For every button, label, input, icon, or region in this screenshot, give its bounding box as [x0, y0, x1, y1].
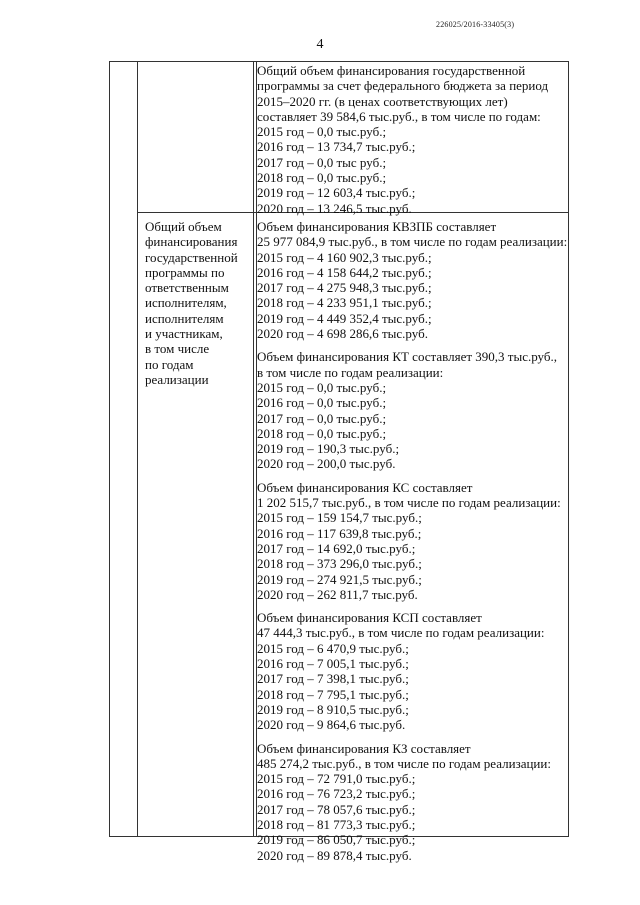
funding-block	[257, 349, 567, 471]
row-label-line: ответственным	[145, 280, 229, 296]
funding-line: 2018 год – 4 233 951,1 тыс.руб.;	[257, 295, 432, 311]
federal-funding-line: 2015–2020 гг. (в ценах соответствующих лет)	[257, 93, 508, 109]
federal-funding-line: Общий объем финансирования государственной	[257, 63, 526, 78]
funding-line: 2020 год – 262 811,7 тыс.руб.	[257, 586, 418, 602]
row-label-line: программы по	[145, 264, 225, 280]
row-label-line: исполнителям,	[145, 295, 227, 311]
row-label-line: исполнителям	[145, 310, 224, 326]
funding-line: 2017 год – 7 398,1 тыс.руб.;	[257, 671, 409, 687]
federal-funding-line: составляет 39 584,6 тыс.руб., в том числе по годам:	[257, 108, 541, 124]
funding-line: 2016 год – 4 158 644,2 тыс.руб.;	[257, 264, 432, 280]
funding-line: 2015 год – 4 160 902,3 тыс.руб.;	[257, 249, 432, 265]
funding-line: 2017 год – 14 692,0 тыс.руб.;	[257, 540, 416, 556]
row-label-cell	[145, 219, 257, 387]
document-id: 226025/2016-33405(3)	[436, 20, 515, 29]
funding-block	[257, 741, 567, 863]
row-label-line: реализации	[145, 371, 209, 387]
funding-line: 2019 год – 86 050,7 тыс.руб.;	[257, 832, 416, 848]
federal-funding-line: 2020 год – 13 246,5 тыс.руб.	[257, 200, 412, 216]
row-label-line: и участникам,	[145, 326, 223, 342]
funding-line: 2015 год – 6 470,9 тыс.руб.;	[257, 640, 409, 656]
funding-line: 2016 год – 7 005,1 тыс.руб.;	[257, 656, 409, 672]
federal-funding-line: 2016 год – 13 734,7 тыс.руб.;	[257, 139, 416, 155]
funding-line: 2019 год – 4 449 352,4 тыс.руб.;	[257, 310, 432, 326]
funding-block	[257, 610, 567, 732]
funding-by-executors-cell	[257, 219, 567, 863]
block-spacer	[257, 602, 567, 610]
federal-funding-line: 2017 год – 0,0 тыс руб.;	[257, 154, 387, 170]
funding-line: 2015 год – 72 791,0 тыс.руб.;	[257, 771, 416, 787]
block-spacer	[257, 341, 567, 349]
federal-budget-funding-cell	[257, 63, 548, 216]
funding-block	[257, 480, 567, 602]
federal-funding-line: 2015 год – 0,0 тыс.руб.;	[257, 124, 387, 140]
row-label-line: в том числе	[145, 341, 210, 357]
funding-line: 2020 год – 89 878,4 тыс.руб.	[257, 847, 412, 863]
funding-line: Объем финансирования КС составляет	[257, 479, 473, 495]
funding-line: 25 977 084,9 тыс.руб., в том числе по годам реализации:	[257, 234, 568, 250]
funding-line: 2019 год – 190,3 тыс.руб.;	[257, 441, 400, 457]
funding-line: 2019 год – 8 910,5 тыс.руб.;	[257, 701, 409, 717]
funding-line: 2017 год – 0,0 тыс.руб.;	[257, 410, 387, 426]
funding-line: 2018 год – 0,0 тыс.руб.;	[257, 425, 387, 441]
block-spacer	[257, 733, 567, 741]
funding-line: в том числе по годам реализации:	[257, 364, 444, 380]
column-divider	[253, 62, 254, 836]
funding-line: 2016 год – 117 639,8 тыс.руб.;	[257, 525, 422, 541]
funding-line: 485 274,2 тыс.руб., в том числе по годам реализации:	[257, 755, 551, 771]
block-spacer	[257, 472, 567, 480]
funding-line: 2016 год – 76 723,2 тыс.руб.;	[257, 786, 416, 802]
funding-line: 2018 год – 373 296,0 тыс.руб.;	[257, 556, 422, 572]
funding-table	[109, 61, 569, 863]
row-label-line: Общий объем	[145, 219, 222, 234]
funding-line: Объем финансирования КТ составляет 390,3 тыс.руб.,	[257, 349, 557, 365]
funding-line: 47 444,3 тыс.руб., в том числе по годам реализации:	[257, 625, 545, 641]
page-number: 4	[316, 37, 324, 52]
funding-line: 1 202 515,7 тыс.руб., в том числе по годам реализации:	[257, 495, 561, 511]
funding-line: Объем финансирования КВЗПБ составляет	[257, 219, 497, 234]
federal-funding-line: программы за счет федерального бюджета за период	[257, 78, 549, 94]
funding-line: 2015 год – 159 154,7 тыс.руб.;	[257, 510, 422, 526]
funding-line: 2015 год – 0,0 тыс.руб.;	[257, 379, 387, 395]
funding-line: 2018 год – 7 795,1 тыс.руб.;	[257, 686, 409, 702]
row-label-line: по годам	[145, 356, 194, 372]
row-label-line: финансирования	[145, 234, 238, 250]
funding-block	[257, 219, 567, 341]
funding-line: 2017 год – 4 275 948,3 тыс.руб.;	[257, 280, 432, 296]
federal-funding-line: 2018 год – 0,0 тыс.руб.;	[257, 170, 387, 186]
funding-line: 2018 год – 81 773,3 тыс.руб.;	[257, 816, 416, 832]
funding-line: 2019 год – 274 921,5 тыс.руб.;	[257, 571, 422, 587]
funding-line: Объем финансирования КЗ составляет	[257, 740, 471, 756]
funding-line: Объем финансирования КСП составляет	[257, 610, 482, 626]
column-divider	[137, 62, 138, 836]
funding-line: 2016 год – 0,0 тыс.руб.;	[257, 395, 387, 411]
funding-line: 2020 год – 4 698 286,6 тыс.руб.	[257, 326, 428, 342]
funding-line: 2020 год – 200,0 тыс.руб.	[257, 456, 396, 472]
funding-line: 2017 год – 78 057,6 тыс.руб.;	[257, 801, 416, 817]
federal-funding-line: 2019 год – 12 603,4 тыс.руб.;	[257, 185, 416, 201]
row-label-line: государственной	[145, 249, 238, 265]
funding-line: 2020 год – 9 864,6 тыс.руб.	[257, 717, 406, 733]
